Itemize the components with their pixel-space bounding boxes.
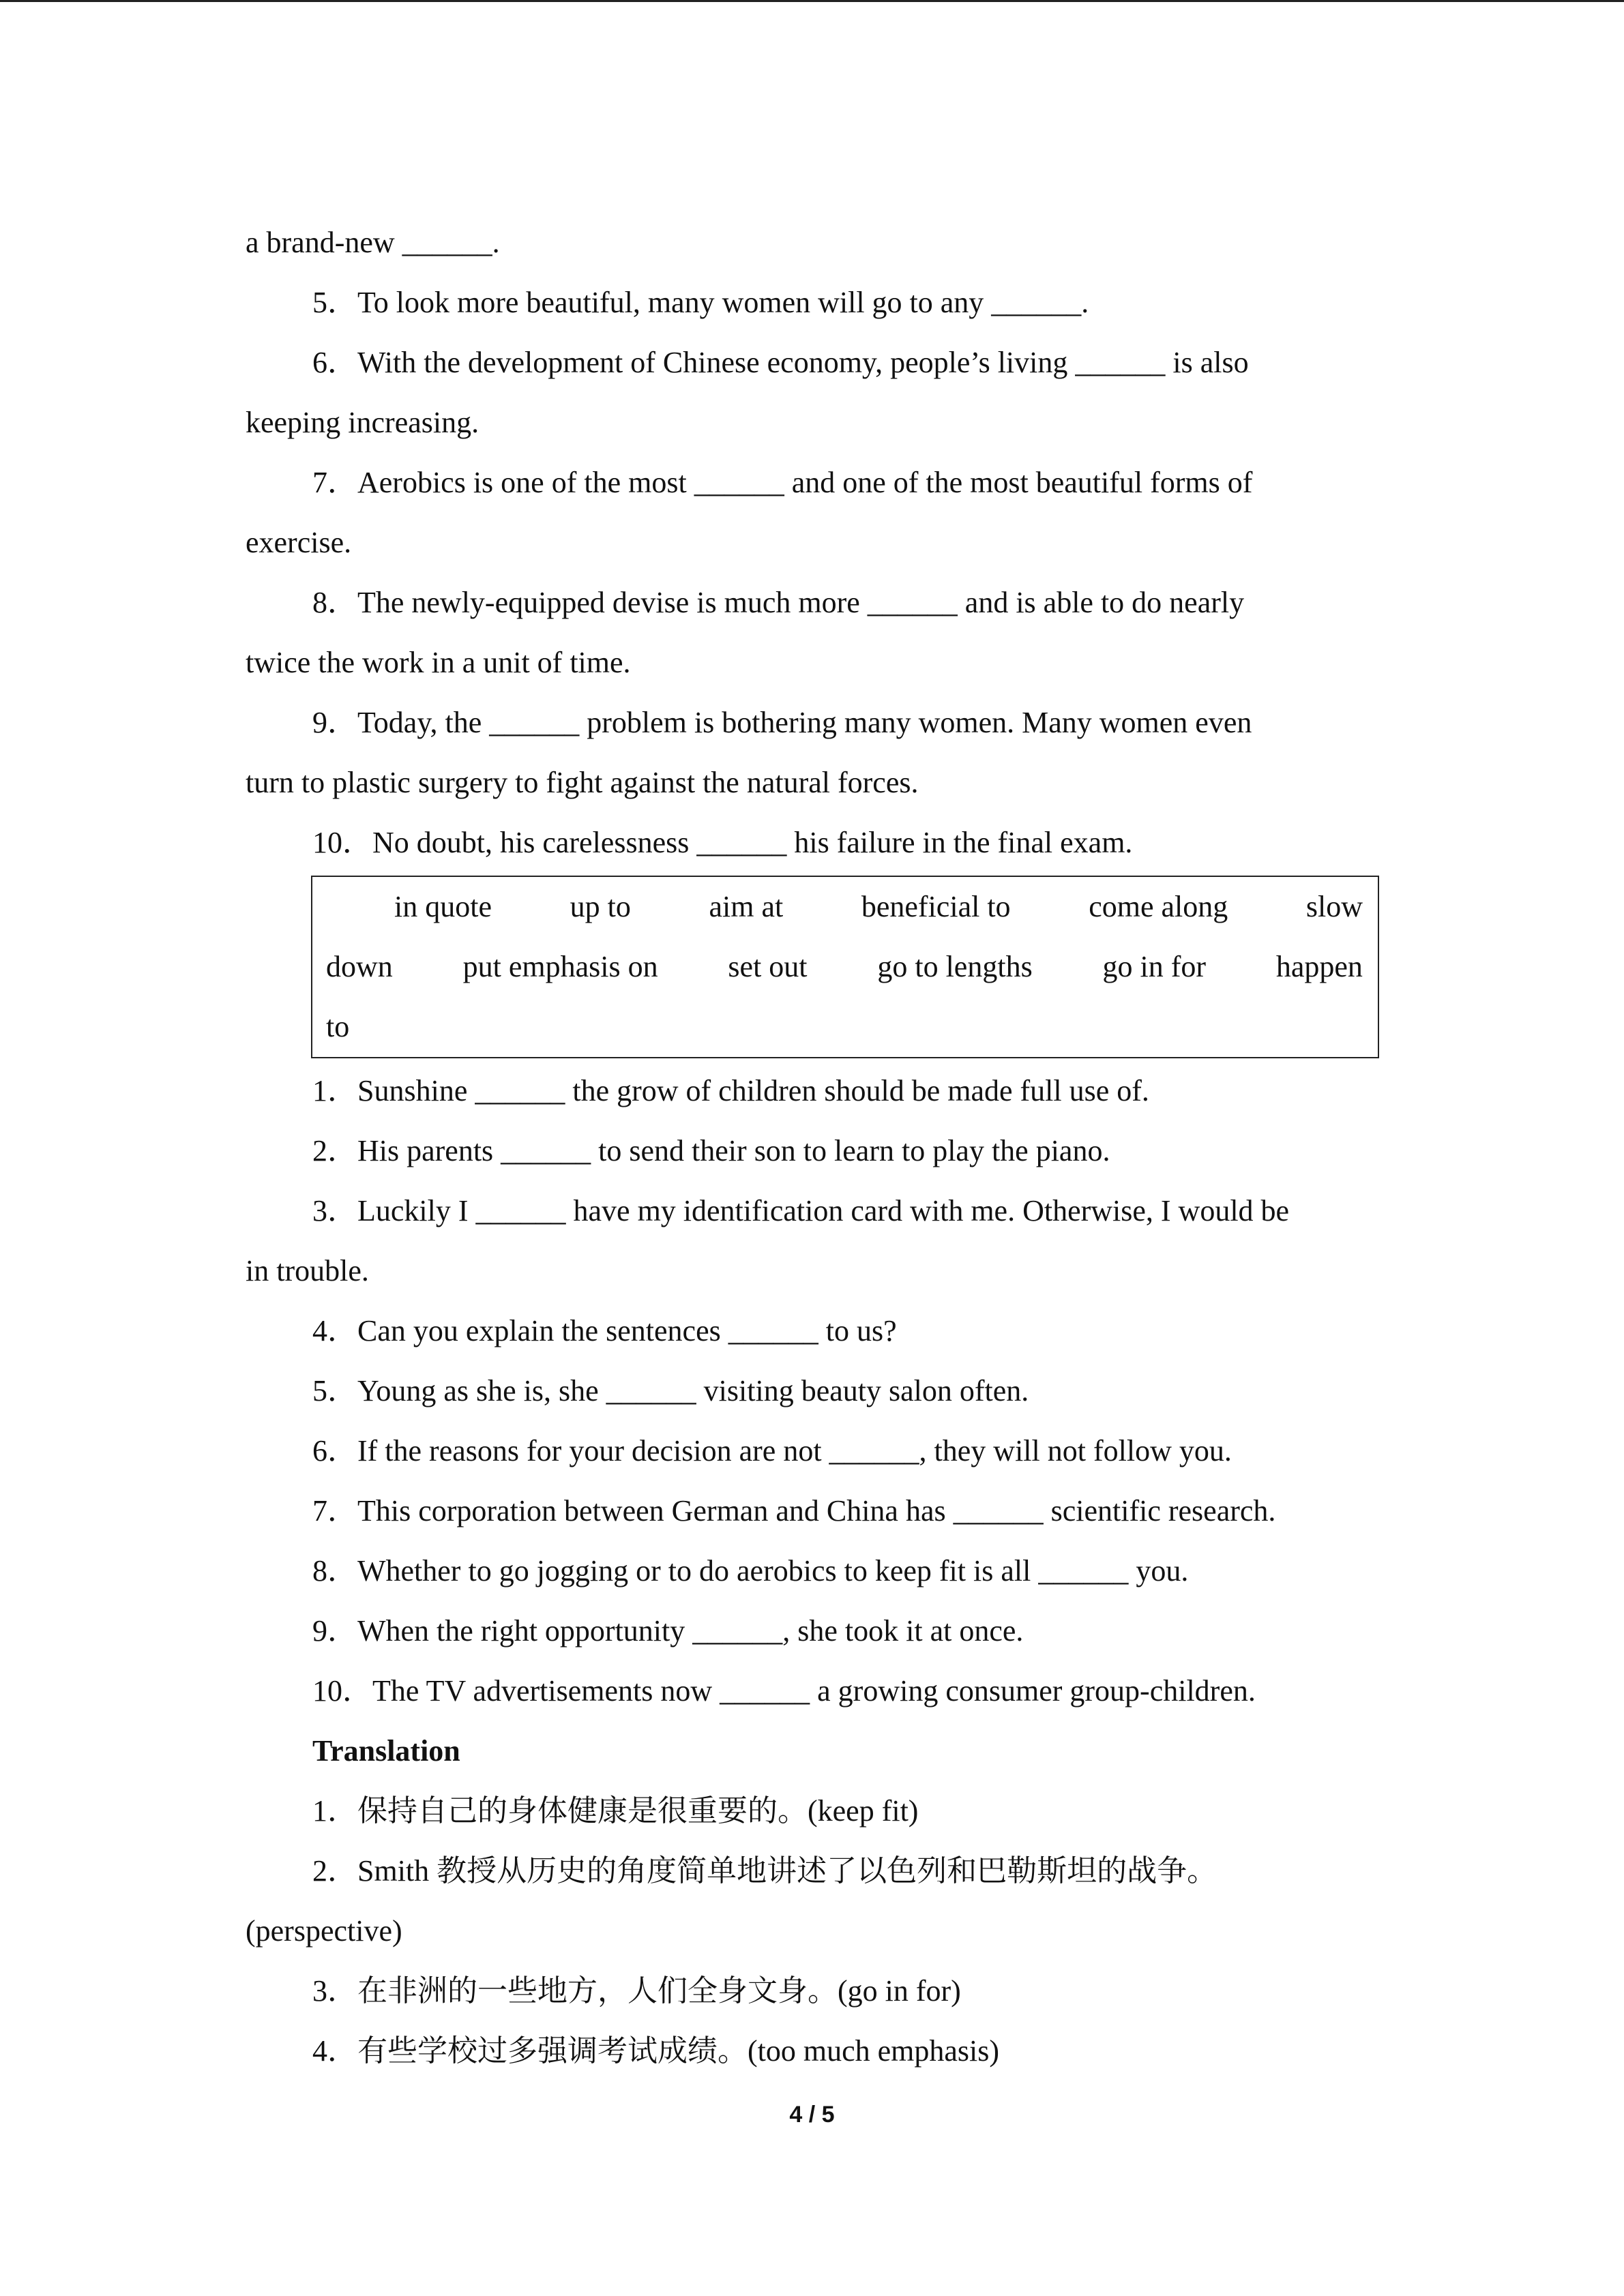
- document-page: [246, 213, 1379, 2081]
- word-bank-phrase: happen: [1275, 950, 1363, 983]
- exercise-item: 6．If the reasons for your decision are not ______, they will not follow you.: [312, 1434, 1232, 1467]
- exercise-item: 7．Aerobics is one of the most ______ and one of the most beautiful forms of: [312, 466, 1253, 499]
- exercise-item: 10．No doubt, his carelessness ______ his failure in the final exam.: [312, 826, 1133, 859]
- exercise-item-continuation: twice the work in a unit of time.: [246, 646, 631, 679]
- top-border-line: [0, 0, 1624, 2]
- page-number: 4 / 5: [789, 2102, 835, 2128]
- word-bank-box: [311, 876, 1379, 1058]
- exercise-item: 3．Luckily I ______ have my identification card with me. Otherwise, I would be: [312, 1194, 1290, 1227]
- word-bank-phrase: put emphasis on: [462, 950, 658, 983]
- exercise-item: 6．With the development of Chinese economy, people’s living ______ is also: [312, 346, 1249, 379]
- word-bank-phrase: to: [326, 1010, 350, 1043]
- section-heading: Translation: [312, 1734, 460, 1768]
- exercise-item: 4．Can you explain the sentences ______ to us?: [312, 1314, 897, 1347]
- word-bank-row: [326, 877, 1363, 937]
- exercise-item-continuation: in trouble.: [246, 1254, 369, 1287]
- exercise-item: 8．The newly-equipped devise is much more ______ and is able to do nearly: [312, 586, 1245, 619]
- exercise-item: 1．Sunshine ______ the grow of children should be made full use of.: [312, 1074, 1149, 1107]
- exercise-item: 2．His parents ______ to send their son to learn to play the piano.: [312, 1134, 1110, 1167]
- word-bank-phrase: set out: [728, 950, 808, 983]
- word-bank-phrase: in quote: [394, 890, 492, 923]
- translation-item: 3．在非洲的一些地方，人们全身文身。(go in for): [312, 1974, 961, 2008]
- word-bank-row: [326, 997, 1363, 1057]
- exercise-item: 7．This corporation between German and China has ______ scientific research.: [312, 1494, 1276, 1527]
- word-bank-phrase: go to lengths: [877, 950, 1033, 983]
- word-bank-phrase: down: [326, 950, 393, 983]
- exercise-item: 5．To look more beautiful, many women will go to any ______.: [312, 286, 1089, 319]
- continuation-line: a brand-new ______.: [246, 226, 500, 259]
- translation-item: 4．有些学校过多强调考试成绩。(too much emphasis): [312, 2034, 1000, 2068]
- translation-item: 2．Smith 教授从历史的角度简单地讲述了以色列和巴勒斯坦的战争。: [312, 1854, 1217, 1888]
- exercise-item: 8．Whether to go jogging or to do aerobics to keep fit is all ______ you.: [312, 1554, 1189, 1587]
- exercise-item: 9．Today, the ______ problem is bothering many women. Many women even: [312, 706, 1252, 739]
- exercise-item: 10．The TV advertisements now ______ a growing consumer group-children.: [312, 1674, 1256, 1708]
- exercise-item: 9．When the right opportunity ______, she took it at once.: [312, 1614, 1024, 1648]
- exercise-item-continuation: turn to plastic surgery to fight against the natural forces.: [246, 766, 919, 799]
- word-bank-phrase: go in for: [1102, 950, 1207, 983]
- word-bank-row: [326, 937, 1363, 997]
- translation-item: 1．保持自己的身体健康是很重要的。(keep fit): [312, 1794, 919, 1828]
- word-bank-phrase: slow: [1305, 890, 1363, 923]
- word-bank-phrase: come along: [1089, 890, 1228, 923]
- translation-item-continuation: (perspective): [246, 1914, 402, 1948]
- exercise-item: 5．Young as she is, she ______ visiting beauty salon often.: [312, 1374, 1029, 1407]
- exercise-item-continuation: exercise.: [246, 526, 352, 559]
- word-bank-phrase: beneficial to: [861, 890, 1011, 923]
- exercise-item-continuation: keeping increasing.: [246, 406, 479, 439]
- word-bank-phrase: up to: [570, 890, 631, 923]
- word-bank-phrase: aim at: [709, 890, 784, 923]
